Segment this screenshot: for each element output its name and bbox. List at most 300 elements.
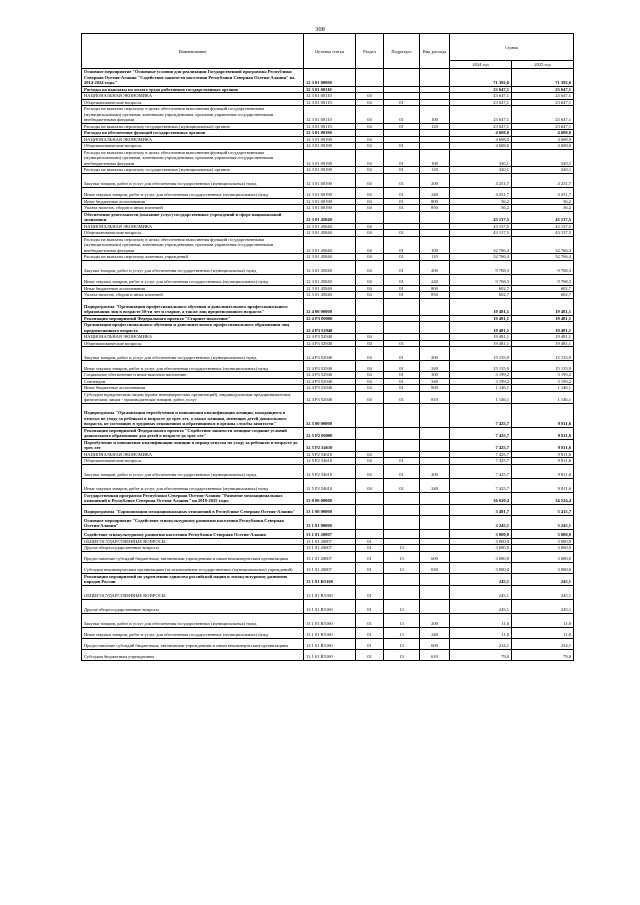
row-section-cell: 01 [356, 538, 384, 545]
row-sum-2024-cell: 43 137,5 [450, 230, 512, 237]
row-expense-type-cell: 200 [420, 173, 450, 187]
row-name-cell: Закупка товаров, работ и услуг для обеспечения государственных (муниципальных) нужд [82, 464, 304, 478]
row-name-cell: Реализация мероприятий Федерального проекта "Старшее поколение" [82, 315, 304, 322]
table-row [82, 562, 574, 573]
row-subsection-cell [384, 439, 420, 451]
row-name-cell: Предоставление субсидий бюджетным, автономным учреждениям и иным некоммерческим организациям [82, 551, 304, 562]
row-name-cell: Подпрограмма "Организация профессионального обучения и дополнительного профессионального образования лиц в возрасте 50-ти лет и старше, а также лиц предпенсионного возраста" [82, 298, 304, 315]
row-subsection-cell [384, 585, 420, 599]
row-sum-2025-cell: 234,1 [512, 638, 574, 649]
row-code-cell: 12 4 00 00000 [304, 298, 356, 315]
row-sum-2024-cell: 4 608,0 [450, 143, 512, 150]
row-code-cell: 13 1 01 00000 [304, 515, 356, 529]
row-code-cell: 13 1 01 20007 [304, 545, 356, 552]
row-expense-type-cell [420, 439, 450, 451]
table-row [82, 361, 574, 372]
row-sum-2025-cell: 9 811,6 [512, 451, 574, 458]
row-section-cell: 01 [356, 562, 384, 573]
table-row [82, 545, 574, 552]
row-sum-2024-cell: 7 425,7 [450, 464, 512, 478]
row-name-cell: ОБЩЕГОСУДАРСТВЕННЫЕ ВОПРОСЫ [82, 538, 304, 545]
row-section-cell: 04 [356, 167, 384, 174]
row-subsection-cell: 01 [384, 478, 420, 492]
row-subsection-cell: 01 [384, 198, 420, 205]
row-name-cell: Переобучение и повышение квалификации женщин в период отпуска по уходу за ребенком в возрасте до трех лет [82, 439, 304, 451]
table-row [82, 613, 574, 627]
table-row [82, 515, 574, 529]
row-sum-2025-cell: 4 251,7 [512, 173, 574, 187]
row-section-cell: 01 [356, 545, 384, 552]
row-section-cell: 04 [356, 385, 384, 392]
row-code-cell: 12 4 P3 52940 [304, 347, 356, 361]
row-name-cell: Подпрограмма "Организация переобучения и повышения квалификации женщин, находящихся в отпуске по уходу за ребенком в возрасте до трех лет, а также женщин, имеющих детей дошкольного возраста, не состоящих в трудовых отношениях и обратившихся в органы службы занятости" [82, 403, 304, 427]
row-name-cell: Иные закупки товаров, работ и услуг для обеспечения государственных (муниципальных) нужд [82, 478, 304, 492]
row-subsection-cell: 01 [384, 149, 420, 167]
row-code-cell: 12 3 01 45040 [304, 260, 356, 274]
row-section-cell: 04 [356, 205, 384, 212]
row-name-cell: Иные закупки товаров, работ и услуг для обеспечения государственных (муниципальных) нужд [82, 274, 304, 285]
row-code-cell: 13 1 01 R5160 [304, 613, 356, 627]
row-code-cell: 12 3 01 00190 [304, 149, 356, 167]
table-row [82, 372, 574, 379]
row-expense-type-cell [420, 211, 450, 223]
row-name-cell: Субсидии бюджетным учреждениям [82, 649, 304, 660]
row-sum-2024-cell: 7 425,7 [450, 451, 512, 458]
row-name-cell: Закупка товаров, работ и услуг для обеспечения государственных (муниципальных) нужд [82, 613, 304, 627]
row-sum-2025-cell: 9 811,6 [512, 458, 574, 465]
row-sum-2024-cell: 602,7 [450, 285, 512, 292]
table-row [82, 585, 574, 599]
row-sum-2024-cell: 4 608,0 [450, 130, 512, 137]
table-row [82, 492, 574, 504]
row-sum-2024-cell: 36 020,4 [450, 492, 512, 504]
row-subsection-cell: 01 [384, 347, 420, 361]
table-row [82, 211, 574, 223]
row-name-cell: Субсидии юридическим лицам (кроме некоммерческих организаций), индивидуальным предпринимателям, физическим лицам - производителям товаров, работ, услуг [82, 391, 304, 403]
row-expense-type-cell [420, 322, 450, 334]
row-sum-2024-cell: 7 425,7 [450, 427, 512, 439]
row-code-cell: 13 1 01 20007 [304, 562, 356, 573]
row-section-cell: 04 [356, 458, 384, 465]
row-section-cell: 04 [356, 378, 384, 385]
row-expense-type-cell [420, 573, 450, 585]
row-name-cell: Расходы на выплаты персоналу в целях обеспечения выполнения функций государственными (муниципальными) органами, казенными учреждениями, органами управления государственными внебюджетными фондами [82, 149, 304, 167]
row-subsection-cell: 01 [384, 143, 420, 150]
header-subsection: Подраздел [384, 34, 420, 69]
row-name-cell: Предоставление субсидий бюджетным, автономным учреждениям и иным некоммерческим организациям [82, 638, 304, 649]
table-row [82, 551, 574, 562]
row-sum-2025-cell: 3 199,2 [512, 378, 574, 385]
table-row [82, 439, 574, 451]
row-name-cell: Расходы на выплаты персоналу в целях обеспечения выполнения функций государственными (муниципальными) органами, казенными учреждениями, органами управления государственными внебюджетными фондами [82, 106, 304, 124]
table-row [82, 427, 574, 439]
row-sum-2024-cell: 32 766,4 [450, 236, 512, 254]
row-code-cell: 12 3 01 00190 [304, 187, 356, 198]
row-section-cell: 01 [356, 649, 384, 660]
row-section-cell: 04 [356, 106, 384, 124]
row-expense-type-cell: 110 [420, 254, 450, 261]
row-code-cell: 12 3 01 45040 [304, 236, 356, 254]
table-row [82, 504, 574, 515]
row-subsection-cell: 01 [384, 173, 420, 187]
row-sum-2024-cell: 3 000,0 [450, 551, 512, 562]
row-expense-type-cell: 240 [420, 627, 450, 638]
row-section-cell: 04 [356, 123, 384, 130]
row-sum-2024-cell: 245,1 [450, 573, 512, 585]
row-subsection-cell: 01 [384, 187, 420, 198]
row-section-cell: 04 [356, 274, 384, 285]
row-sum-2024-cell: 3 000,0 [450, 538, 512, 545]
row-subsection-cell: 01 [384, 205, 420, 212]
row-code-cell: 12 3 01 45040 [304, 223, 356, 230]
row-section-cell: 04 [356, 347, 384, 361]
row-sum-2025-cell: 43 137,5 [512, 211, 574, 223]
row-subsection-cell: 13 [384, 627, 420, 638]
row-section-cell: 01 [356, 599, 384, 613]
row-code-cell: 12 4 P3 52940 [304, 361, 356, 372]
row-section-cell: 04 [356, 340, 384, 347]
row-section-cell: 04 [356, 198, 384, 205]
table-row [82, 538, 574, 545]
row-sum-2024-cell: 4 251,7 [450, 187, 512, 198]
row-section-cell [356, 403, 384, 427]
row-name-cell: Расходы на обеспечение функций государственных органов [82, 130, 304, 137]
row-section-cell: 04 [356, 223, 384, 230]
row-sum-2025-cell: 23 647,1 [512, 86, 574, 93]
row-code-cell: 12 3 01 00110 [304, 86, 356, 93]
row-expense-type-cell: 200 [420, 260, 450, 274]
row-sum-2024-cell: 320,1 [450, 167, 512, 174]
row-subsection-cell: 13 [384, 545, 420, 552]
row-code-cell: 12 4 P3 52940 [304, 391, 356, 403]
row-name-cell: Расходы на выплаты по оплате труда работников государственных органов [82, 86, 304, 93]
row-section-cell: 04 [356, 334, 384, 341]
row-expense-type-cell: 120 [420, 167, 450, 174]
row-expense-type-cell: 850 [420, 292, 450, 299]
row-sum-2025-cell: 3 000,0 [512, 551, 574, 562]
row-sum-2025-cell: 34 524,4 [512, 492, 574, 504]
row-expense-type-cell: 800 [420, 285, 450, 292]
table-row [82, 130, 574, 137]
row-expense-type-cell: 600 [420, 551, 450, 562]
row-sum-2025-cell: 11,0 [512, 627, 574, 638]
row-expense-type-cell [420, 504, 450, 515]
row-expense-type-cell: 300 [420, 372, 450, 379]
row-sum-2024-cell: 3 000,0 [450, 562, 512, 573]
table-row [82, 123, 574, 130]
table-row [82, 106, 574, 124]
header-sum: Сумма [450, 34, 574, 61]
row-sum-2025-cell: 43 137,5 [512, 230, 574, 237]
table-row [82, 403, 574, 427]
table-row [82, 274, 574, 285]
row-code-cell: 12 4 P3 52940 [304, 340, 356, 347]
row-subsection-cell: 01 [384, 123, 420, 130]
row-section-cell [356, 322, 384, 334]
row-name-cell: Закупка товаров, работ и услуг для обеспечения государственных (муниципальных) нужд [82, 173, 304, 187]
row-subsection-cell: 01 [384, 167, 420, 174]
row-sum-2024-cell: 7 425,7 [450, 439, 512, 451]
row-subsection-cell: 01 [384, 378, 420, 385]
row-section-cell: 01 [356, 638, 384, 649]
row-expense-type-cell: 600 [420, 638, 450, 649]
row-sum-2024-cell: 11,0 [450, 627, 512, 638]
table-row [82, 86, 574, 93]
row-subsection-cell [384, 427, 420, 439]
row-sum-2025-cell: 23 647,1 [512, 99, 574, 106]
row-expense-type-cell [420, 298, 450, 315]
row-section-cell: 04 [356, 292, 384, 299]
row-name-cell: Реализация мероприятий Федерального проекта "Содействие занятости женщин-создание условий дошкольного образования для детей в возрасте до трех лет" [82, 427, 304, 439]
row-sum-2025-cell: 4 608,0 [512, 130, 574, 137]
row-sum-2024-cell: 11,0 [450, 613, 512, 627]
row-expense-type-cell: 100 [420, 149, 450, 167]
row-section-cell [356, 298, 384, 315]
row-code-cell: 13 1 01 R5160 [304, 627, 356, 638]
row-expense-type-cell [420, 585, 450, 599]
row-sum-2024-cell: 32 766,4 [450, 254, 512, 261]
row-code-cell: 12 3 01 00190 [304, 167, 356, 174]
row-subsection-cell: 01 [384, 99, 420, 106]
table-row [82, 391, 574, 403]
row-name-cell: Расходы на выплаты персоналу казенных учреждений [82, 254, 304, 261]
row-name-cell: НАЦИОНАЛЬНАЯ ЭКОНОМИКА [82, 93, 304, 100]
row-section-cell: 04 [356, 236, 384, 254]
row-sum-2025-cell: 245,1 [512, 585, 574, 599]
row-sum-2024-cell: 36,2 [450, 198, 512, 205]
row-expense-type-cell: 200 [420, 613, 450, 627]
row-subsection-cell: 01 [384, 274, 420, 285]
row-section-cell [356, 504, 384, 515]
row-sum-2025-cell: 23 647,1 [512, 93, 574, 100]
row-code-cell: 12 3 01 00110 [304, 99, 356, 106]
row-expense-type-cell: 240 [420, 478, 450, 492]
row-code-cell: 12 3 01 00190 [304, 130, 356, 137]
row-name-cell: Организация профессионального обучения и дополнительного профессионального образования лиц предпенсионного возраста [82, 322, 304, 334]
header-code: Целевая статья [304, 34, 356, 69]
row-code-cell: 12 3 01 00190 [304, 205, 356, 212]
header-expense-type: Вид расхода [420, 34, 450, 69]
row-sum-2024-cell: 9 768,3 [450, 274, 512, 285]
row-sum-2024-cell: 19 481,1 [450, 340, 512, 347]
row-name-cell: НАЦИОНАЛЬНАЯ ЭКОНОМИКА [82, 334, 304, 341]
row-sum-2024-cell: 23 647,1 [450, 106, 512, 124]
row-section-cell: 04 [356, 99, 384, 106]
row-name-cell: Общеэкономические вопросы [82, 143, 304, 150]
table-header [82, 34, 574, 69]
row-name-cell: НАЦИОНАЛЬНАЯ ЭКОНОМИКА [82, 223, 304, 230]
row-code-cell: 12 4 P3 52940 [304, 372, 356, 379]
table-row [82, 298, 574, 315]
row-sum-2025-cell: 320,1 [512, 167, 574, 174]
row-expense-type-cell [420, 69, 450, 87]
row-name-cell: Иные бюджетные ассигнования [82, 285, 304, 292]
row-name-cell: Иные закупки товаров, работ и услуг для обеспечения государственных (муниципальных) нужд [82, 361, 304, 372]
budget-table [81, 33, 574, 661]
row-subsection-cell [384, 529, 420, 538]
row-code-cell: 12 3 01 00110 [304, 123, 356, 130]
header-year-2025: 2025 год [512, 61, 574, 69]
row-name-cell: Социальное обеспечение и иные выплаты населению [82, 372, 304, 379]
row-section-cell [356, 573, 384, 585]
row-sum-2024-cell: 4 608,0 [450, 136, 512, 143]
row-sum-2025-cell: 43 137,5 [512, 223, 574, 230]
row-sum-2025-cell: 19 481,1 [512, 315, 574, 322]
row-subsection-cell: 13 [384, 638, 420, 649]
row-subsection-cell: 01 [384, 292, 420, 299]
row-sum-2024-cell: 15 135,9 [450, 361, 512, 372]
row-expense-type-cell: 200 [420, 347, 450, 361]
row-name-cell: Уплата налогов, сборов и иных платежей [82, 205, 304, 212]
row-sum-2025-cell: 32 766,4 [512, 236, 574, 254]
row-sum-2025-cell: 3 199,2 [512, 372, 574, 379]
row-sum-2025-cell: 23 647,1 [512, 123, 574, 130]
row-name-cell: Основное мероприятие "Основные условия для реализации Государственной программы Республики Северная Осетия-Алания "Содействие занятости населения Республики Северная Осетия-Алания" на 2014-2024 годы" [82, 69, 304, 87]
row-section-cell: 04 [356, 149, 384, 167]
row-code-cell: 12 3 01 00110 [304, 93, 356, 100]
row-sum-2024-cell: 19 481,1 [450, 334, 512, 341]
row-expense-type-cell [420, 529, 450, 538]
row-sum-2024-cell: 3 245,1 [450, 515, 512, 529]
row-expense-type-cell: 630 [420, 562, 450, 573]
row-code-cell: 12 3 01 00000 [304, 69, 356, 87]
table-row [82, 573, 574, 585]
row-name-cell: Иные бюджетные ассигнования [82, 198, 304, 205]
row-sum-2025-cell: 19 481,1 [512, 298, 574, 315]
row-expense-type-cell: 810 [420, 391, 450, 403]
row-expense-type-cell: 850 [420, 205, 450, 212]
row-sum-2025-cell: 9 811,6 [512, 439, 574, 451]
row-code-cell: 12 3 01 45040 [304, 292, 356, 299]
row-sum-2025-cell: 602,7 [512, 292, 574, 299]
table-row [82, 315, 574, 322]
row-section-cell: 04 [356, 173, 384, 187]
table-row [82, 173, 574, 187]
row-name-cell: Расходы на выплаты персоналу государственных (муниципальных) органов [82, 123, 304, 130]
table-row [82, 322, 574, 334]
row-name-cell: ОБЩЕГОСУДАРСТВЕННЫЕ ВОПРОСЫ [82, 585, 304, 599]
row-name-cell: Содействие этнокультурному развитию населения Республики Северная Осетия-Алания [82, 529, 304, 538]
table-row [82, 478, 574, 492]
row-sum-2024-cell: 3 199,2 [450, 372, 512, 379]
table-row [82, 638, 574, 649]
row-code-cell: 13 0 00 00000 [304, 492, 356, 504]
row-sum-2025-cell: 15 135,9 [512, 361, 574, 372]
row-code-cell: 12 5 P2 54610 [304, 451, 356, 458]
row-code-cell: 12 3 01 45040 [304, 230, 356, 237]
row-sum-2024-cell: 245,1 [450, 599, 512, 613]
row-subsection-cell: 01 [384, 236, 420, 254]
row-code-cell: 12 3 01 45040 [304, 285, 356, 292]
row-name-cell: Подпрограмма "Гармонизация межнациональных отношений в Республике Северная Осетия-Алания" [82, 504, 304, 515]
row-sum-2024-cell: 79,0 [450, 649, 512, 660]
row-sum-2025-cell: 245,1 [512, 573, 574, 585]
row-sum-2025-cell: 19 481,1 [512, 340, 574, 347]
header-section: Раздел [356, 34, 384, 69]
row-section-cell: 04 [356, 451, 384, 458]
row-subsection-cell: 01 [384, 361, 420, 372]
row-subsection-cell [384, 69, 420, 87]
row-sum-2025-cell: 3 000,0 [512, 545, 574, 552]
row-sum-2024-cell: 23 647,1 [450, 123, 512, 130]
row-code-cell: 12 5 P2 54610 [304, 464, 356, 478]
row-code-cell: 13 1 01 R5160 [304, 585, 356, 599]
row-subsection-cell: 01 [384, 391, 420, 403]
row-sum-2025-cell: 4 608,0 [512, 143, 574, 150]
row-sum-2024-cell: 43 137,5 [450, 211, 512, 223]
row-subsection-cell [384, 573, 420, 585]
row-sum-2024-cell: 23 647,1 [450, 93, 512, 100]
row-sum-2024-cell: 7 425,7 [450, 458, 512, 465]
row-subsection-cell [384, 492, 420, 504]
row-section-cell [356, 211, 384, 223]
row-section-cell: 04 [356, 361, 384, 372]
row-subsection-cell [384, 403, 420, 427]
row-sum-2024-cell: 1 146,1 [450, 385, 512, 392]
row-section-cell: 04 [356, 254, 384, 261]
row-expense-type-cell: 240 [420, 361, 450, 372]
table-row [82, 347, 574, 361]
row-name-cell: Закупка товаров, работ и услуг для обеспечения государственных (муниципальных) нужд [82, 260, 304, 274]
row-section-cell [356, 529, 384, 538]
row-code-cell: 12 5 P2 54610 [304, 478, 356, 492]
row-expense-type-cell: 340 [420, 378, 450, 385]
row-code-cell: 13 1 01 20007 [304, 529, 356, 538]
row-name-cell: Основное мероприятие "Содействие этнокультурному развитию населения Республики Северная Осетия-Алания" [82, 515, 304, 529]
row-code-cell: 13 1 01 20007 [304, 538, 356, 545]
row-section-cell: 04 [356, 372, 384, 379]
row-expense-type-cell: 240 [420, 274, 450, 285]
row-expense-type-cell: 100 [420, 236, 450, 254]
row-expense-type-cell: 240 [420, 187, 450, 198]
row-sum-2024-cell: 7 425,7 [450, 478, 512, 492]
row-code-cell: 13 1 01 R5160 [304, 649, 356, 660]
row-sum-2025-cell: 3 415,7 [512, 504, 574, 515]
row-name-cell: Иные закупки товаров, работ и услуг для обеспечения государственных (муниципальных) нужд [82, 187, 304, 198]
row-code-cell: 12 4 P3 52940 [304, 378, 356, 385]
row-sum-2025-cell: 19 481,1 [512, 334, 574, 341]
row-code-cell: 12 3 01 00110 [304, 106, 356, 124]
row-sum-2025-cell: 9 768,3 [512, 274, 574, 285]
row-sum-2024-cell: 43 137,5 [450, 223, 512, 230]
row-subsection-cell: 13 [384, 599, 420, 613]
row-sum-2025-cell: 3 000,0 [512, 562, 574, 573]
row-name-cell: Субсидии некоммерческим организациям (за исключением государственных (муниципальных) учреждений) [82, 562, 304, 573]
row-section-cell: 04 [356, 464, 384, 478]
row-section-cell [356, 427, 384, 439]
row-sum-2025-cell: 71 392,6 [512, 69, 574, 87]
row-section-cell: 01 [356, 585, 384, 599]
row-section-cell [356, 492, 384, 504]
row-subsection-cell: 13 [384, 649, 420, 660]
row-section-cell: 04 [356, 391, 384, 403]
row-expense-type-cell [420, 599, 450, 613]
row-section-cell: 04 [356, 285, 384, 292]
row-section-cell: 04 [356, 260, 384, 274]
row-sum-2024-cell: 23 647,1 [450, 86, 512, 93]
row-name-cell: Закупка товаров, работ и услуг для обеспечения государственных (муниципальных) нужд [82, 347, 304, 361]
row-sum-2025-cell: 9 811,6 [512, 403, 574, 427]
row-expense-type-cell [420, 515, 450, 529]
row-name-cell: Государственная программа Республики Северная Осетия-Алания "Развитие межнациональных отношений в Республике Северная Осетия-Алания" на 2019-2025 годы [82, 492, 304, 504]
row-sum-2024-cell: 19 481,1 [450, 298, 512, 315]
row-sum-2024-cell: 320,1 [450, 149, 512, 167]
row-expense-type-cell: 120 [420, 123, 450, 130]
row-name-cell: Расходы на выплаты персоналу государственных (муниципальных) органов [82, 167, 304, 174]
row-sum-2025-cell: 9 768,3 [512, 260, 574, 274]
row-code-cell: 12 5 P2 54610 [304, 458, 356, 465]
row-name-cell: Общеэкономические вопросы [82, 458, 304, 465]
